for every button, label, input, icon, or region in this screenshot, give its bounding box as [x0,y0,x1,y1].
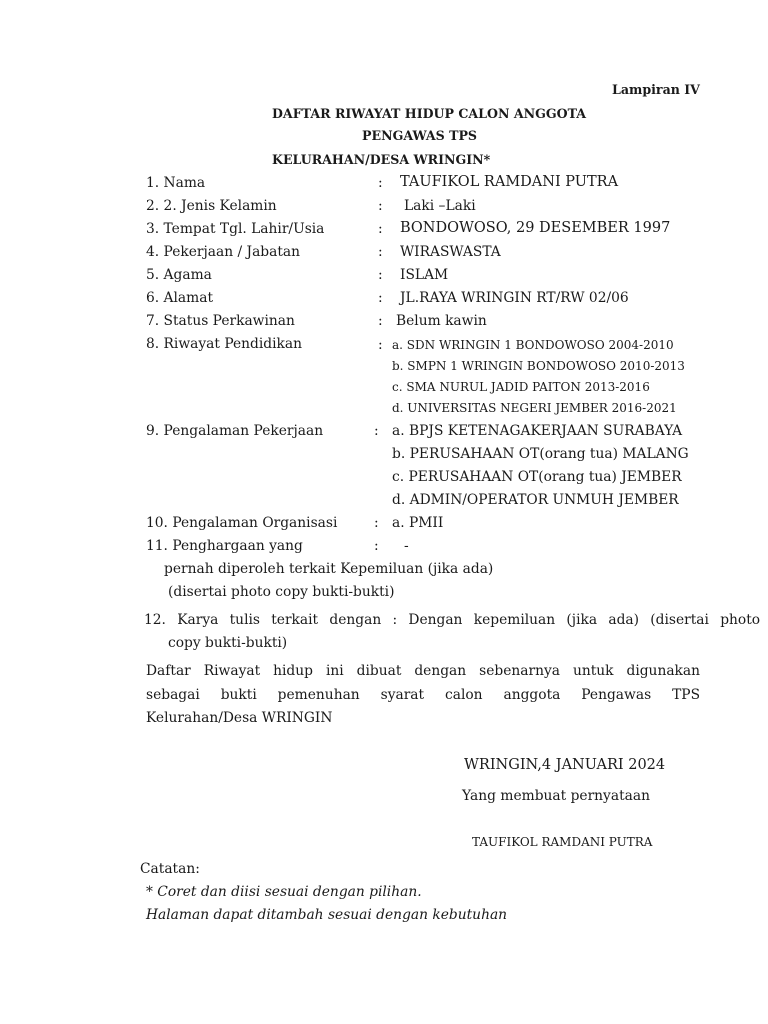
field-value-pekerjaan: WIRASWASTA [400,244,501,260]
notes-title: Catatan: [140,861,200,877]
field-colon: : [378,221,383,237]
statement-word: TPS [672,687,701,703]
field-label-status: 7. Status Perkawinan [146,313,295,329]
karya-word: tulis [229,612,260,628]
field-label-pekerjaan: 4. Pekerjaan / Jabatan [146,244,301,260]
karya-word: kepemiluan [473,612,556,628]
statement-line [146,687,700,703]
field-colon: : [374,423,379,439]
karya-word: : [392,612,398,628]
karya-word: ada) [608,612,640,628]
statement-word: dengan [414,663,467,679]
field-label-pendidikan: 8. Riwayat Pendidikan [146,336,303,352]
field-colon: : [378,290,383,306]
list-item-pendidikan: c. SMA NURUL JADID PAITON 2013-2016 [392,380,650,394]
statement-word: syarat [380,687,425,703]
list-item-pekerjaan: c. PERUSAHAAN OT(orang tua) JEMBER [392,469,682,485]
signature-maker-label: Yang membuat pernyataan [462,788,650,804]
field-value-agama: ISLAM [400,267,449,283]
field-label-organisasi: 10. Pengalaman Organisasi [146,515,338,531]
statement-word: calon [445,687,483,703]
field-karya-tulis [144,612,760,628]
field-value-status: Belum kawin [396,313,487,329]
statement-word: ini [325,663,344,679]
field-value-ttl: BONDOWOSO, 29 DESEMBER 1997 [400,220,671,236]
signature-place-date: WRINGIN,4 JANUARI 2024 [464,757,666,773]
statement-word: anggota [503,687,561,703]
notes-line: Halaman dapat ditambah sesuai dengan kebutuhan [146,907,508,923]
field-colon: : [378,175,383,191]
karya-word: terkait [271,612,319,628]
karya-word: photo [720,612,761,628]
karya-word: 12. [144,612,166,628]
statement-word: dibuat [356,663,402,679]
karya-word: Karya [177,612,219,628]
lampiran-label: Lampiran IV [612,82,700,97]
field-label-penghargaan: 11. Penghargaan yang [146,538,303,554]
list-item-pendidikan: a. SDN WRINGIN 1 BONDOWOSO 2004-2010 [392,338,674,352]
statement-word: bukti [220,687,257,703]
statement-word: pemenuhan [277,687,360,703]
list-item-pekerjaan: d. ADMIN/OPERATOR UNMUH JEMBER [392,492,679,508]
field-colon: : [374,538,379,554]
list-item-pekerjaan: a. BPJS KETENAGAKERJAAN SURABAYA [392,423,683,439]
field-label-penghargaan-cont: pernah diperoleh terkait Kepemiluan (jika ada) [164,561,494,577]
list-item-pendidikan: d. UNIVERSITAS NEGERI JEMBER 2016-2021 [392,401,677,415]
field-label-nama: 1. Nama [146,175,206,191]
statement-word: hidup [273,663,313,679]
field-value-alamat: JL.RAYA WRINGIN RT/RW 02/06 [400,290,629,306]
document-subtitle: PENGAWAS TPS [362,128,478,143]
field-colon: : [378,313,383,329]
field-label-agama: 5. Agama [146,267,212,283]
notes-line: * Coret dan diisi sesuai dengan pilihan. [146,884,422,900]
statement-word: Pengawas [581,687,652,703]
field-label-alamat: 6. Alamat [146,290,214,306]
field-value-penghargaan: - [404,538,409,554]
list-item-pekerjaan: b. PERUSAHAAN OT(orang tua) MALANG [392,446,689,462]
field-colon: : [378,198,383,214]
karya-word: (jika [566,612,598,628]
field-colon: : [378,267,383,283]
karya-word: (disertai [650,612,709,628]
field-value-organisasi: a. PMII [392,515,444,531]
field-colon: : [374,515,379,531]
document-location: KELURAHAN/DESA WRINGIN* [272,152,491,167]
field-colon: : [378,337,383,353]
statement-line: Kelurahan/Desa WRINGIN [146,710,333,726]
field-colon: : [378,244,383,260]
document-title: DAFTAR RIWAYAT HIDUP CALON ANGGOTA [272,106,587,121]
statement-word: sebagai [146,687,200,703]
field-value-jenis-kelamin: Laki –Laki [404,198,476,214]
statement-word: digunakan [626,663,701,679]
statement-word: Daftar [146,663,191,679]
signature-name: TAUFIKOL RAMDANI PUTRA [472,835,653,849]
statement-word: Riwayat [203,663,261,679]
statement-line [146,663,700,679]
list-item-pendidikan: b. SMPN 1 WRINGIN BONDOWOSO 2010-2013 [392,359,685,373]
field-value-nama: TAUFIKOL RAMDANI PUTRA [400,174,619,190]
field-label-pengalaman-pekerjaan: 9. Pengalaman Pekerjaan [146,423,324,439]
statement-word: untuk [572,663,614,679]
karya-word: Dengan [408,612,463,628]
statement-word: sebenarnya [479,663,560,679]
field-label-jenis-kelamin: 2. 2. Jenis Kelamin [146,198,277,214]
field-label-penghargaan-note: (disertai photo copy bukti-bukti) [168,584,395,600]
field-karya-tulis-cont: copy bukti-bukti) [168,635,288,651]
field-label-ttl: 3. Tempat Tgl. Lahir/Usia [146,221,325,237]
karya-word: dengan [329,612,382,628]
